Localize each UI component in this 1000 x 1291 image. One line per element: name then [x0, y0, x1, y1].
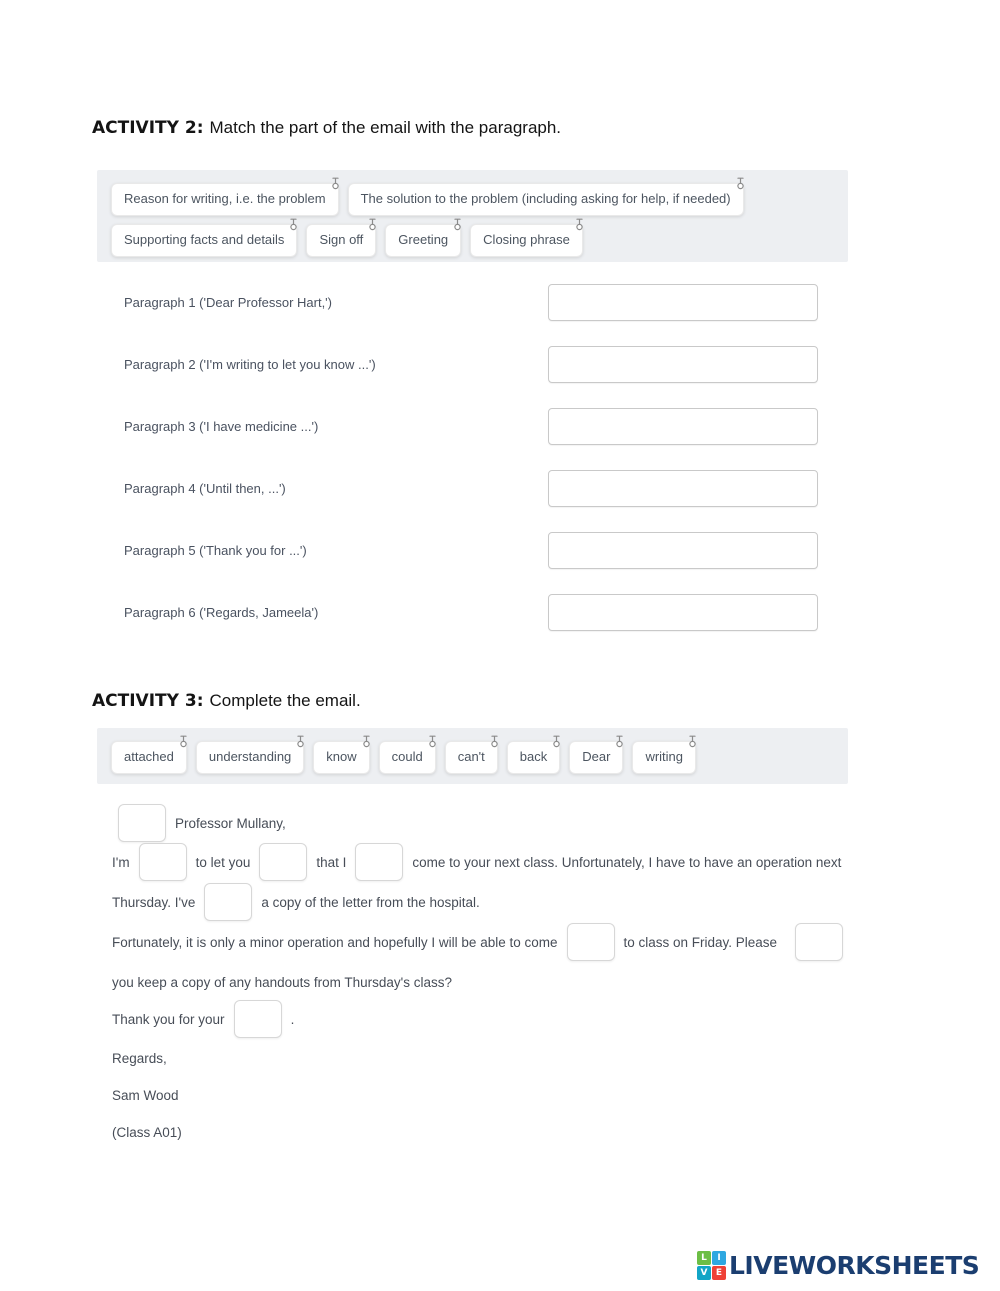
drag-pin-icon: [452, 218, 463, 231]
email-line-1: [118, 803, 286, 843]
blank-writing[interactable]: [139, 843, 187, 881]
drag-pin-icon: [614, 735, 625, 748]
paragraph-4-label: Paragraph 4 ('Until then, ...'): [124, 481, 286, 496]
drag-pin-icon: [178, 735, 189, 748]
match-row-paragraph-6: [124, 594, 818, 631]
chip-label: writing: [645, 749, 684, 764]
blank-understanding[interactable]: [234, 1000, 282, 1038]
paragraph-3-drop-box[interactable]: [548, 408, 818, 445]
drag-pin-icon: [551, 735, 562, 748]
chip-label: Sign off: [319, 232, 364, 247]
email-signoff: Regards,: [112, 1051, 167, 1066]
chip-label: Supporting facts and details: [124, 232, 285, 247]
liveworksheets-logo-icon: [697, 1251, 726, 1280]
chip-label: Reason for writing, i.e. the problem: [124, 191, 326, 206]
drag-chip-reason-for-writing[interactable]: [111, 183, 339, 216]
chip-label: The solution to the problem (including asking for help, if needed): [360, 191, 731, 206]
activity2-heading-text: Match the part of the email with the paragraph.: [209, 118, 562, 137]
activity3-heading-text: Complete the email.: [209, 691, 361, 710]
email-line-6: [112, 1000, 294, 1038]
email-sender-class: (Class A01): [112, 1125, 182, 1140]
drag-chip-writing[interactable]: [632, 741, 696, 774]
chip-label: attached: [124, 749, 174, 764]
drag-chip-greeting[interactable]: [385, 224, 461, 257]
activity2-heading: [92, 118, 561, 138]
blank-know[interactable]: [259, 843, 307, 881]
drag-pin-icon: [288, 218, 299, 231]
paragraph-6-label: Paragraph 6 ('Regards, Jameela'): [124, 605, 319, 620]
activity3-word-bank: [97, 728, 848, 784]
chip-label: Closing phrase: [483, 232, 570, 247]
drag-pin-icon: [489, 735, 500, 748]
blank-could[interactable]: [795, 923, 843, 961]
blank-attached[interactable]: [204, 883, 252, 921]
paragraph-6-drop-box[interactable]: [548, 594, 818, 631]
email-text: Professor Mullany,: [175, 815, 286, 831]
drag-chip-could[interactable]: [379, 741, 436, 774]
email-text: to let you: [195, 854, 251, 870]
activity2-word-bank: [97, 170, 848, 262]
brand-wordmark: LIVEWORKSHEETS: [729, 1251, 980, 1280]
drag-chip-back[interactable]: [507, 741, 560, 774]
paragraph-4-drop-box[interactable]: [548, 470, 818, 507]
chip-label: could: [391, 749, 423, 764]
email-text: Fortunately, it is only a minor operation and hopefully I will be able to come: [112, 934, 558, 950]
email-text: Thursday. I've: [112, 894, 196, 910]
drag-chip-understanding[interactable]: [196, 741, 304, 774]
email-text: come to your next class. Unfortunately, I have to have an operation next: [412, 854, 842, 870]
drag-chip-attached[interactable]: [111, 741, 187, 774]
drag-pin-icon: [367, 218, 378, 231]
chip-label: Dear: [582, 749, 611, 764]
match-row-paragraph-3: [124, 408, 818, 445]
activity3-heading-label: ACTIVITY 3:: [92, 691, 204, 711]
drag-pin-icon: [427, 735, 438, 748]
drag-chip-cant[interactable]: [445, 741, 498, 774]
match-row-paragraph-5: [124, 532, 818, 569]
chip-label: Greeting: [398, 232, 449, 247]
drag-pin-icon: [330, 177, 341, 190]
match-row-paragraph-1: [124, 284, 818, 321]
email-text: I'm: [112, 854, 130, 870]
chip-label: know: [326, 749, 357, 764]
drag-pin-icon: [361, 735, 372, 748]
paragraph-2-drop-box[interactable]: [548, 346, 818, 383]
match-row-paragraph-4: [124, 470, 818, 507]
drag-chip-sign-off[interactable]: [306, 224, 376, 257]
match-row-paragraph-2: [124, 346, 818, 383]
email-line-5: you keep a copy of any handouts from Thursday's class?: [112, 975, 453, 990]
chip-label: can't: [457, 749, 485, 764]
liveworksheets-brand[interactable]: [697, 1251, 979, 1280]
email-text: .: [290, 1011, 295, 1027]
drag-chip-solution[interactable]: [348, 183, 744, 216]
drag-pin-icon: [295, 735, 306, 748]
paragraph-1-drop-box[interactable]: [548, 284, 818, 321]
blank-greeting[interactable]: [118, 804, 166, 842]
drag-chip-know[interactable]: [313, 741, 369, 774]
drag-chip-supporting-facts[interactable]: [111, 224, 297, 257]
paragraph-5-drop-box[interactable]: [548, 532, 818, 569]
email-line-2: [112, 843, 841, 881]
drag-pin-icon: [687, 735, 698, 748]
drag-chip-dear[interactable]: [569, 741, 623, 774]
logo-square-i: I: [712, 1251, 726, 1265]
paragraph-2-label: Paragraph 2 ('I'm writing to let you know ...'): [124, 357, 376, 372]
drag-pin-icon: [735, 177, 746, 190]
activity2-heading-label: ACTIVITY 2:: [92, 118, 204, 138]
drag-chip-closing-phrase[interactable]: [470, 224, 583, 257]
paragraph-5-label: Paragraph 5 ('Thank you for ...'): [124, 543, 307, 558]
paragraph-3-label: Paragraph 3 ('I have medicine ...'): [124, 419, 319, 434]
chip-label: back: [519, 749, 548, 764]
drag-pin-icon: [574, 218, 585, 231]
blank-back[interactable]: [567, 923, 615, 961]
email-text: to class on Friday. Please: [623, 934, 778, 950]
activity3-heading: [92, 691, 361, 711]
email-text: Thank you for your: [112, 1011, 225, 1027]
email-text: that I: [316, 854, 347, 870]
paragraph-1-label: Paragraph 1 ('Dear Professor Hart,'): [124, 295, 332, 310]
email-text: a copy of the letter from the hospital.: [261, 894, 480, 910]
blank-cant[interactable]: [355, 843, 403, 881]
email-sender-name: Sam Wood: [112, 1088, 179, 1103]
logo-square-l: L: [697, 1251, 711, 1265]
chip-label: understanding: [208, 749, 292, 764]
logo-square-e: E: [712, 1266, 726, 1280]
logo-square-v: V: [697, 1266, 711, 1280]
email-line-4: [112, 923, 852, 961]
email-line-3: [112, 883, 480, 921]
